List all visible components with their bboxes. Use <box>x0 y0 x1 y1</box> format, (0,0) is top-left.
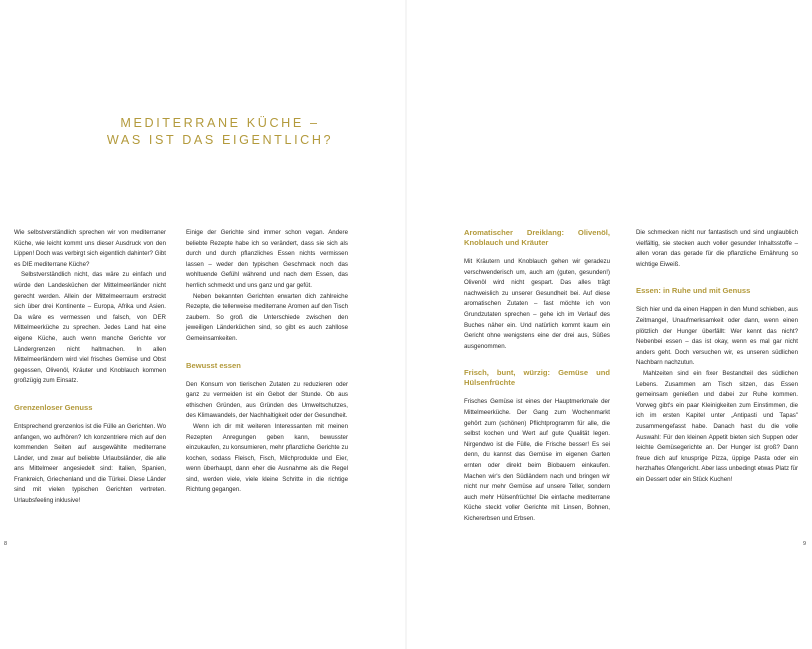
left-page-column-1 <box>14 228 166 507</box>
paragraph: Mit Kräutern und Knoblauch gehen wir geradezu verschwenderisch um, auch am (guten, gesunden!) Olivenöl wird nicht gespart. Das alles trägt nachweislich zu unserer Gesundheit bei. Auf diese aromatischen Zutaten – fast möchte ich von Grundzutaten sprechen – gehe ich im Verlauf des Buches näher ein. Und natürlich kommt kaum ein Gericht ohne wenigstens eine der drei aus, Süßes ausgenommen. <box>464 258 610 350</box>
paragraph: Selbstverständlich nicht, das wäre zu einfach und würde den Landesküchen der Mittelmeerländer nicht gerecht werden. Allein der Mittelmeerraum erstreckt sich über drei Kontinente – Europa, Afrika und Asien. Da wäre es vermessen und falsch, von DER Mittelmeerküche zu sprechen. Jedes Land hat eine eigene Küche, auch wenn manche Gerichte vor Ländergrenzen nicht haltmachen. In allen Mittelmeerländern wird viel frisches Gemüse und Obst gegessen, Olivenöl, Kräuter und Knoblauch kommen großzügig zum Einsatz. <box>14 271 166 385</box>
paragraph: Einige der Gerichte sind immer schon vegan. Andere beliebte Rezepte habe ich so verändert, dass sie sich als durch und durch pflanzliches Essen nichts vermissen lassen – weder den typischen Geschmack noch das wohltuende Gefühl während und nach dem Essen, das herrlich schmeckt und uns ganz und gar gefüt. <box>186 229 348 289</box>
left-page-column-2 <box>186 228 348 496</box>
paragraph: Entsprechend grenzenlos ist die Fülle an Gerichten. Wo anfangen, wo aufhören? Ich konzentriere mich auf den kommenden Seiten auf ausgewählte mediterrane Länder, und zwar auf beliebte Urlaubsländer, die alle ans Mittelmeer angesiedelt sind: Italien, Spanien, Frankreich, Griechenland und die Türkei. Diese Länder sind mit vielen typischen Gerichten vertreten. Urlaubsfeeling inklusive! <box>14 422 166 505</box>
paragraph: Die schmecken nicht nur fantastisch und sind unglaublich vielfältig, sie stecken auch voller gesunder Inhaltsstoffe – allen voran das gerade für die pflanzliche Ernährung so wichtige Eiweiß. <box>636 229 798 268</box>
right-page-column-1 <box>464 228 610 524</box>
section-heading-bewusst-essen: Bewusst essen <box>186 360 241 370</box>
paragraph: Wie selbstverständlich sprechen wir von mediterraner Küche, wie leicht kommt uns dieser Ausdruck von den Lippen! Doch was verbirgt sich eigentlich dahinter? Gibt es DIE mediterrane Küche? <box>14 229 166 268</box>
right-page-column-2 <box>636 228 798 485</box>
paragraph: Sich hier und da einen Happen in den Mund schieben, aus Zeitmangel, Unaufmerksamkeit oder dann, wenn einen plötzlich der Hunger überfällt: Wer kennt das nicht? Nebenbei essen – das ist okay, wenn es mal gar nicht anders geht. Doch versuchen wir, es unseren südlichen Nachbarn nachzutun. <box>636 306 798 367</box>
page-number-left: 8 <box>4 541 8 547</box>
section-heading-aromatischer-dreiklang: Aromatischer Dreiklang: Olivenöl, Knoblauch und Kräuter <box>464 228 610 247</box>
paragraph: Mahlzeiten sind ein fixer Bestandteil des südlichen Lebens. Zusammen am Tisch sitzen, das Essen gemeinsam genießen und dabei zur Ruhe kommen. Vorweg gibt's ein paar Kleinigkeiten zum Einstimmen, die ich im ersten Kapitel unter „Antipasti und Tapas" zusammengefasst habe. Danach hast du die volle Auswahl: Für den kleinen Appetit bieten sich Suppen oder leichte Gemüsegerichte an. Der Hunger ist groß? Dann freue dich auf knusprige Pizza, üppige Pasta oder ein herzhaftes Ofengericht. Aber lass unbedingt etwas Platz für ein Dessert oder ein Stück Kuchen! <box>636 369 798 483</box>
page-number-right: 9 <box>803 541 807 547</box>
chapter-title <box>70 115 370 149</box>
chapter-title-line-2: WAS IST DAS EIGENTLICH? <box>106 133 334 148</box>
paragraph: Wenn ich dir mit weiteren Interessanten mit meinen Rezepten Anregungen geben kann, bewusster einzukaufen, zu konsumieren, mehr pflanzliche Gerichte zu kochen, sodass Fleisch, Fisch, Milchprodukte und Eier, wenn überhaupt, dann eher die Ausnahme als die Regel sind, werden viele, viele kleine Schritte in die richtige Richtung gegangen. <box>186 422 348 494</box>
chapter-title-line-1: MEDITERRANE KÜCHE – <box>120 116 320 131</box>
book-spine <box>405 0 407 649</box>
paragraph: Frisches Gemüse ist eines der Hauptmerkmale der Mittelmeerküche. Der Gang zum Wochenmarkt gehört zum (schönen) Pflichtprogramm für alle, die selbst kochen und Wert auf gute Qualität legen. Nirgendwo ist die Fülle, die Frische besser! Es sei denn, du kannst das Gemüse im eigenen Garten ernten oder direkt beim Biobauern einkaufen. Machen wir's den Südländern nach und bringen wir nicht nur mehr Gemüse auf unsere Teller, sondern auch mehr Hülsenfrüchte! Die einfache mediterrane Küche steckt voller Gerichte mit Linsen, Bohnen, Kichererbsen und Erbsen. <box>464 398 610 522</box>
paragraph: Den Konsum von tierischen Zutaten zu reduzieren oder ganz zu vermeiden ist ein Gebot der Stunde. Ob aus ethischen Gründen, aus Gründen des Umweltschutzes, des Klimawandels, der Nachhaltigkeit oder der Gesundheit. <box>186 380 348 420</box>
section-heading-grenzenloser-genuss: Grenzenloser Genuss <box>14 402 93 412</box>
paragraph: Neben bekannten Gerichten erwarten dich zahlreiche Rezepte, die tellerweise mediterrane Aromen auf den Tisch zaubern. So groß die Unterschiede zwischen den jeweiligen Länderküchen sind, so gibt es auch zahllose Gemeinsamkeiten. <box>186 292 348 342</box>
section-heading-essen-in-ruhe: Essen: in Ruhe und mit Genuss <box>636 286 751 296</box>
section-heading-frisch-bunt-wuerzig: Frisch, bunt, würzig: Gemüse und Hülsenfrüchte <box>464 368 610 388</box>
